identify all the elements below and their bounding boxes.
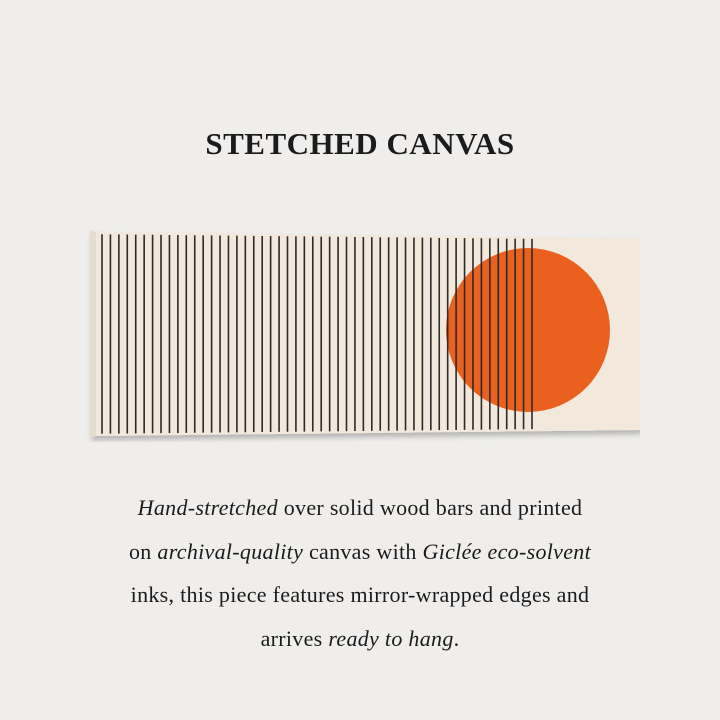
desc-line2-mid: canvas with bbox=[303, 538, 423, 564]
desc-line4-pre: arrives bbox=[260, 625, 329, 651]
desc-emphasis-hand-stretched: Hand-stretched bbox=[137, 495, 278, 520]
canvas-artwork bbox=[80, 226, 640, 442]
desc-emphasis-archival: archival-quality bbox=[157, 538, 304, 564]
desc-emphasis-ready: ready to hang bbox=[328, 625, 454, 651]
desc-line3-text: inks, this piece features mirror-wrapped edges and bbox=[130, 582, 590, 607]
canvas-artwork-svg bbox=[80, 226, 640, 442]
desc-emphasis-giclee: Giclée eco-solvent bbox=[422, 538, 591, 564]
canvas-side-edge bbox=[90, 230, 96, 438]
page-title: STETCHED CANVAS bbox=[205, 126, 515, 161]
orange-sun-circle bbox=[446, 248, 610, 412]
desc-line2-pre: on bbox=[129, 538, 158, 564]
desc-line1-text: over solid wood bars and printed bbox=[277, 495, 583, 520]
product-description bbox=[0, 486, 720, 660]
desc-line4-post: . bbox=[453, 625, 460, 651]
